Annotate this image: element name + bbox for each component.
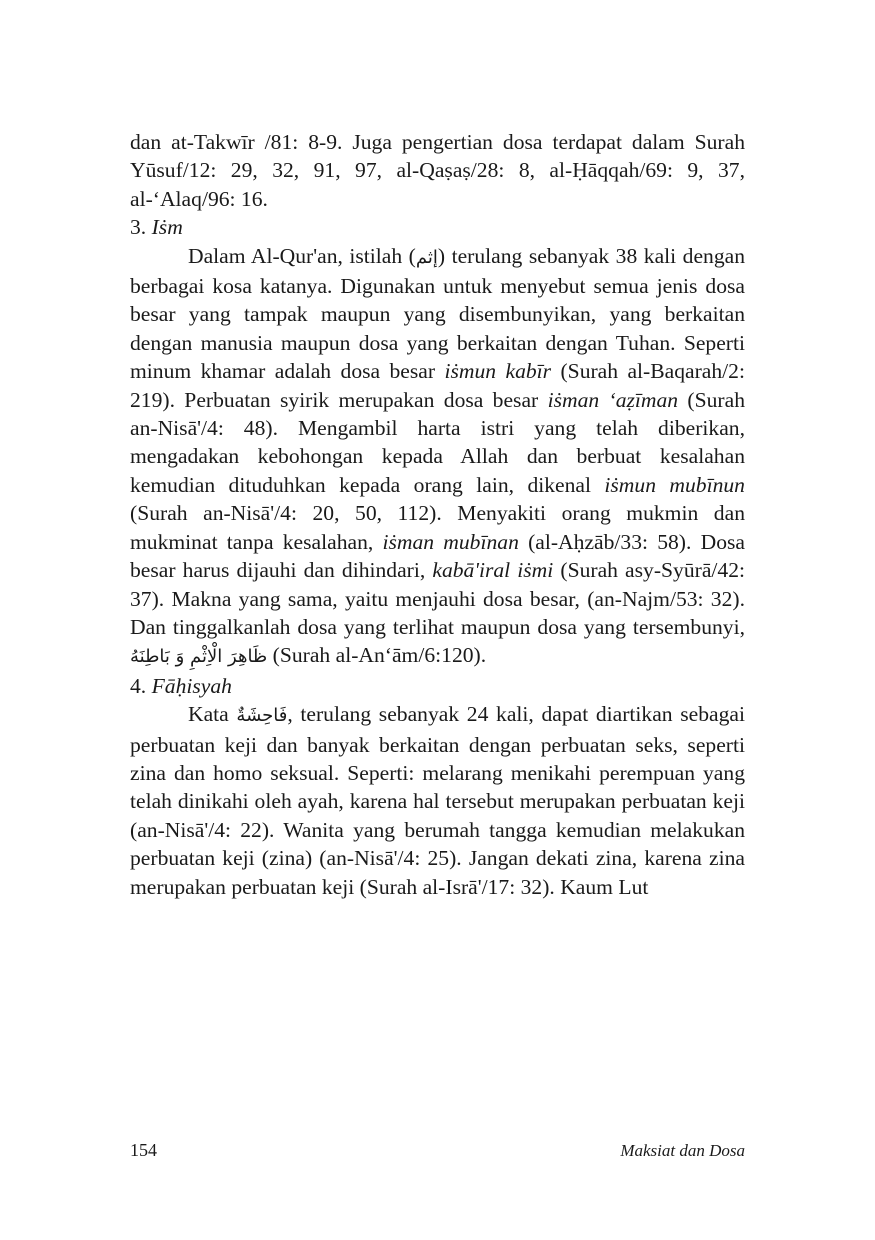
text-run: (Surah al-An‘ām/6:120). — [267, 643, 487, 668]
text-run: (Surah al-Baqarah/2: 219). Perbuatan syirik merupakan dosa besar — [130, 359, 745, 412]
text-run: (al-Aḥzāb/33: 58). Dosa besar harus dijauhi dan dihindari, — [130, 529, 745, 583]
text-run: Dalam Al-Qur'an, istilah ( — [188, 243, 416, 268]
section-title: Iṡm — [151, 215, 183, 240]
section-heading-fahisyah — [130, 672, 745, 700]
arabic-term: فَاحِشَةٌ — [236, 705, 288, 727]
arabic-phrase: ظَاهِرَ الْاِثْمِ وَ بَاطِنَهُ — [130, 646, 268, 668]
italic-term: iṡmun mubīnun — [604, 472, 745, 497]
page-number: 154 — [130, 1140, 157, 1160]
section-number: 3. — [130, 215, 147, 240]
italic-term: iṡmun kabīr — [444, 359, 552, 384]
section-number: 4. — [130, 673, 147, 698]
paragraph-fahisyah — [130, 700, 745, 901]
section-heading-ism — [130, 213, 745, 241]
paragraph-ism — [130, 242, 745, 672]
running-title: Maksiat dan Dosa — [620, 1141, 745, 1160]
page-footer — [130, 1140, 745, 1161]
italic-term: iṡman ‘aẓīman — [547, 387, 679, 412]
section-title: Fāḥisyah — [151, 673, 232, 698]
text-run: , terulang sebanyak 24 kali, dapat diartikan sebagai perbuatan keji dan banyak berkaitan dengan perbuatan seks, seperti zina dan homo seksual. Seperti: melarang menikahi perempuan yang telah dinikahi oleh ayah, karena hal tersebut merupakan perbuatan keji (an-Nisā'/4: 22). Wanita yang berumah tangga kemudian melakukan perbuatan keji (zina) (an-Nisā'/4: 25). Jangan dekati zina, karena zina merupakan perbuatan keji (Surah al-Isrā'/17: 32). Kaum Lut — [130, 702, 745, 899]
text-run: (Surah an-Nisā'/4: 48). Mengambil harta istri yang telah diberikan, mengadakan kebohongan kepada Allah dan berbuat kesalahan kemudian dituduhkan kepada orang lain, dikenal — [130, 387, 745, 497]
text-run: (Surah asy-Syūrā/42: 37). Makna yang sama, yaitu menjauhi dosa besar, (an-Najm/53: 32). Dan tinggalkanlah dosa yang terlihat maupun dosa yang tersembunyi, — [130, 558, 746, 639]
text-run: Kata — [188, 702, 237, 727]
italic-term: iṡman mubīnan — [382, 529, 519, 554]
page-body — [130, 128, 745, 901]
italic-term: kabā'iral iṡmi — [432, 558, 554, 583]
paragraph-continuation: dan at-Takwīr /81: 8-9. Juga pengertian dosa terdapat dalam Surah Yūsuf/12: 29, 32, 91, 97, al-Qaṣaṣ/28: 8, al-Ḥāqqah/69: 9, 37, al-‘Alaq/96: 16. — [130, 130, 745, 211]
text-run: ) terulang sebanyak 38 kali dengan berbagai kosa katanya. Digunakan untuk menyebut semua jenis dosa besar yang tampak maupun yang disembunyikan, yang berkaitan dengan manusia maupun dosa yang berkaitan dengan Tuhan. Seperti minum khamar adalah dosa besar — [130, 243, 746, 384]
text-run: (Surah an-Nisā'/4: 20, 50, 112). Menyakiti orang mukmin dan mukminat tanpa kesalahan, — [130, 501, 745, 554]
arabic-term: إثم — [415, 246, 438, 268]
